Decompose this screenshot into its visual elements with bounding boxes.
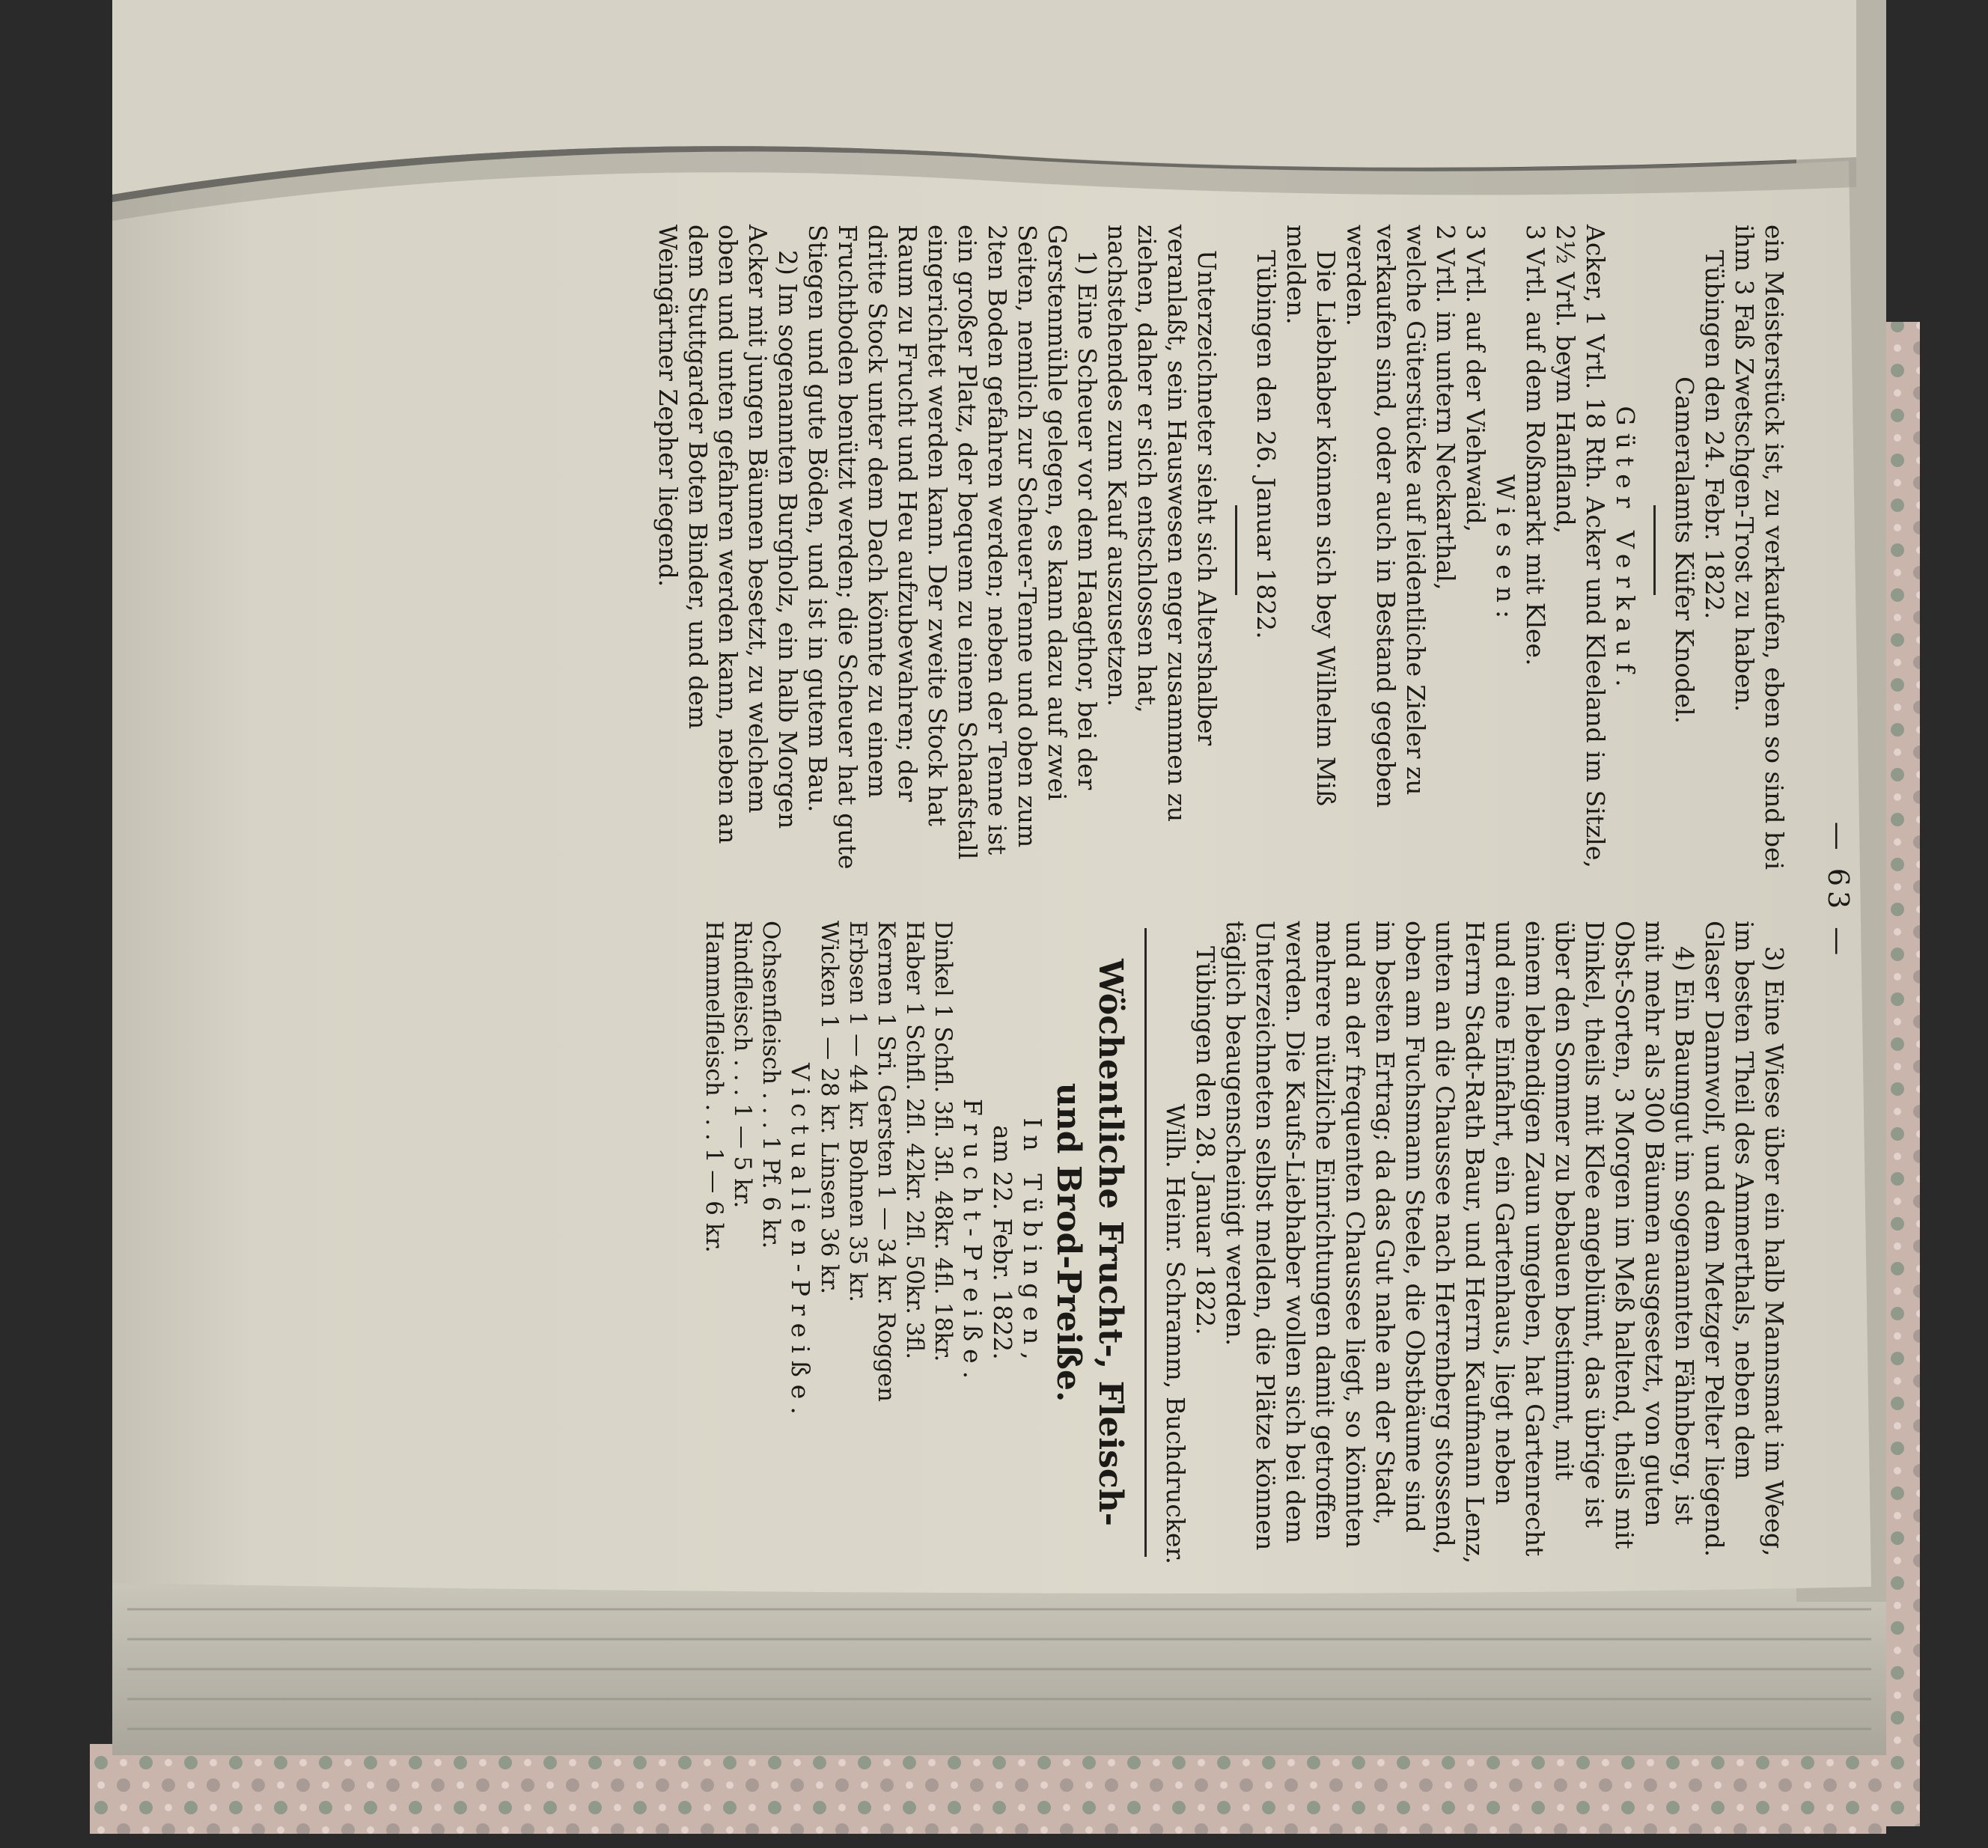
- left-page-fragment: [681, 0, 711, 165]
- left-page-fragment: [1250, 0, 1280, 165]
- left-page-fragment: [1490, 0, 1519, 165]
- left-page-fragment: [1549, 0, 1579, 165]
- dateline: Tübingen den 24. Febr. 1822.: [1700, 250, 1729, 620]
- divider: [1144, 928, 1147, 1557]
- section-heading: Güter Verkauf.: [1611, 406, 1640, 695]
- left-page-text-region: [112, 0, 1609, 165]
- price-row: Ochsenfleisch . . . 1 Pf. 6 kr.: [757, 921, 784, 1249]
- dateline: Tübingen den 26. Januar 1822.: [1251, 250, 1281, 639]
- price-row: Hammelfleisch . . . 1 — 6 kr.: [701, 921, 728, 1253]
- paragraph: 2 Vrtl. im untern Neckarthal,: [1431, 225, 1460, 591]
- left-page-text: [262, 0, 1609, 165]
- price-row: Haber 1 Schfl. 2fl. 42kr. 2fl. 50kr. 3fl.: [901, 921, 928, 1360]
- paragraph: 4) Ein Baumgut im sogenannten Fähnberg, ist mit mehr als 300 Bäumen ausgesetzt, von guten Obst-Sorten, 3 Morgen im Meß haltend, theils mit Dinkel, theils mit Klee angeblümt, das übrige ist über den Sommer zu bebauen bestimmt, mit einem lebendigen Zaun umgeben, hat Gartenrecht und eine Einfahrt, ein Gartenhaus, liegt neben Herrn Stadt-Rath Baur, und Herrn Kaufmann Lenz, unten an die Chaussee nach Herrenberg stossend, oben am Fuchsmann Steele, die Obstbäume sind im besten Ertrag; da das Gut nahe an der Stadt, und an der frequenten Chaussee liegt, so könnten mehrere nützliche Einrichtungen damit getroffen werden. Die Kaufs-Liebhaber wollen sich bei dem Unterzeichneten selbst melden, die Plätze können täglich beaugenscheinigt werden.: [1221, 921, 1699, 1564]
- left-column: [653, 225, 1789, 876]
- left-page-fragment: [891, 0, 921, 165]
- left-page-fragment: [651, 0, 681, 165]
- left-page-fragment: [1519, 0, 1549, 165]
- left-page-fragment: [741, 0, 771, 165]
- left-page-fragment: [711, 0, 741, 165]
- left-page-fragment: [1130, 0, 1160, 165]
- paragraph: 3) Eine Wiese über ein halb Mannsmat im Weeg, im besten Theil des Ammerthals, neben dem Glaser Dannwolf, und dem Metzger Pelter liegend.: [1700, 921, 1789, 1558]
- price-list-heading: Wöchentliche Frucht-, Fleisch- und Brod-Preiße.: [1049, 959, 1129, 1526]
- paragraph: Die Liebhaber können sich bey Wilhelm Miß melden.: [1281, 225, 1341, 807]
- section-heading: Victualien-Preiße.: [786, 1063, 815, 1422]
- paragraph: welche Güterstücke auf leidentliche Zieler zu verkaufen sind, oder auch in Bestand gegeben werden.: [1341, 225, 1430, 808]
- dateline: Tübingen den 28. Januar 1822.: [1191, 946, 1220, 1335]
- place-heading: In Tübingen,: [1018, 1117, 1047, 1367]
- left-page-fragment: [1070, 0, 1100, 165]
- left-page-fragment: [1579, 0, 1609, 165]
- paragraph: 1) Eine Scheuer vor dem Haagthor, bei der Gerstenmühle gelegen, es kann dazu auf zwei Seiten, nemlich zur Scheuer-Tenne und oben zum 2ten Boden gefahren werden; neben der Tenne ist ein großer Platz, der bequem zu einem Schaafstall eingerichtet werden kann. Der zweite Stock hat Raum zu Frucht und Heu aufzubewahren; der dritte Stock unter dem Dach könnte zu einem Fruchtboden benützt werden; die Scheuer hat gute Stiegen und gute Böden, und ist in gutem Bau.: [803, 225, 1102, 870]
- left-page-fragment: [1340, 0, 1370, 165]
- left-page-fragment: [951, 0, 981, 165]
- paragraph: 2½ Vrtl. beym Hanfland,: [1551, 225, 1580, 534]
- left-page-fragment: [1430, 0, 1460, 165]
- left-page-fragment: [1100, 0, 1130, 165]
- left-page-fragment: [1010, 0, 1040, 165]
- divider: [1235, 505, 1237, 595]
- price-row: Wicken 1 — 28 kr. Linsen 36 kr.: [816, 921, 843, 1295]
- left-page-fragment: [1220, 0, 1250, 165]
- price-row: Rindfleisch . . . 1 — 5 kr.: [729, 921, 756, 1209]
- page-number: — 63 —: [1822, 821, 1855, 960]
- section-heading: Wiesen:: [1491, 474, 1520, 626]
- price-row: Kernen 1 Sri. Gersten 1 — 34 kr. Roggen: [873, 921, 900, 1402]
- date-line: am 22. Febr. 1822.: [988, 1125, 1017, 1360]
- page-63-region: [232, 195, 1855, 1826]
- right-column: [700, 921, 1789, 1564]
- left-page-fragment: [921, 0, 951, 165]
- left-page-fragment: [861, 0, 891, 165]
- left-page-fragment: [1280, 0, 1310, 165]
- paragraph: ein Meisterstück ist, zu verkaufen, eben so sind bei ihm 3 Faß Zwetschgen-Trost zu haben.: [1730, 225, 1789, 870]
- signature: Wilh. Heinr. Schramm, Buchdrucker.: [1161, 1103, 1190, 1564]
- price-row: Erbsen 1 — 44 kr. Bohnen 35 kr.: [844, 921, 871, 1302]
- left-page-fragment: [1370, 0, 1400, 165]
- left-page-fragment: [1040, 0, 1070, 165]
- left-page-fragment: [1310, 0, 1340, 165]
- price-row: Dinkel 1 Schfl. 3fl. 3fl. 48kr. 4fl. 18kr.: [930, 921, 957, 1362]
- paragraph: Acker, 1 Vrtl. 18 Rth. Acker und Kleeland im Sitzle,: [1581, 225, 1610, 868]
- signature: Cameralamts Küfer Knodel.: [1670, 376, 1699, 725]
- left-page-fragment: [1400, 0, 1430, 165]
- section-heading: Frucht-Preiße.: [958, 1098, 987, 1387]
- paragraph: 3 Vrtl. auf der Viehwaid,: [1461, 225, 1490, 533]
- paragraph: 2) Im sogenannten Burgholz, ein halb Morgen Acker mit jungen Bäumen besetzt, zu welchem oben und unten gefahren werden kann, neben an dem Stuttgarder Boten Binder, und dem Weingärtner Zepher liegend.: [653, 225, 802, 844]
- left-page-fragment: [1160, 0, 1190, 165]
- paragraph: Unterzeichneter sieht sich Altershalber veranlaßt, sein Hauswesen enger zusammen zu ziehen, daher er sich entschlossen hat, nachstehendes zum Kauf auszusetzen.: [1103, 225, 1222, 823]
- left-page-fragment: [1460, 0, 1490, 165]
- left-page-fragment: [831, 0, 861, 165]
- left-page-fragment: [801, 0, 831, 165]
- divider: [1653, 505, 1656, 595]
- left-page-fragment: [1190, 0, 1220, 165]
- left-page-fragment: [981, 0, 1010, 165]
- paragraph: 3 Vrtl. auf dem Roßmarkt mit Klee.: [1521, 225, 1550, 666]
- left-page-fragment: [771, 0, 801, 165]
- page-63-text: [494, 195, 1856, 1587]
